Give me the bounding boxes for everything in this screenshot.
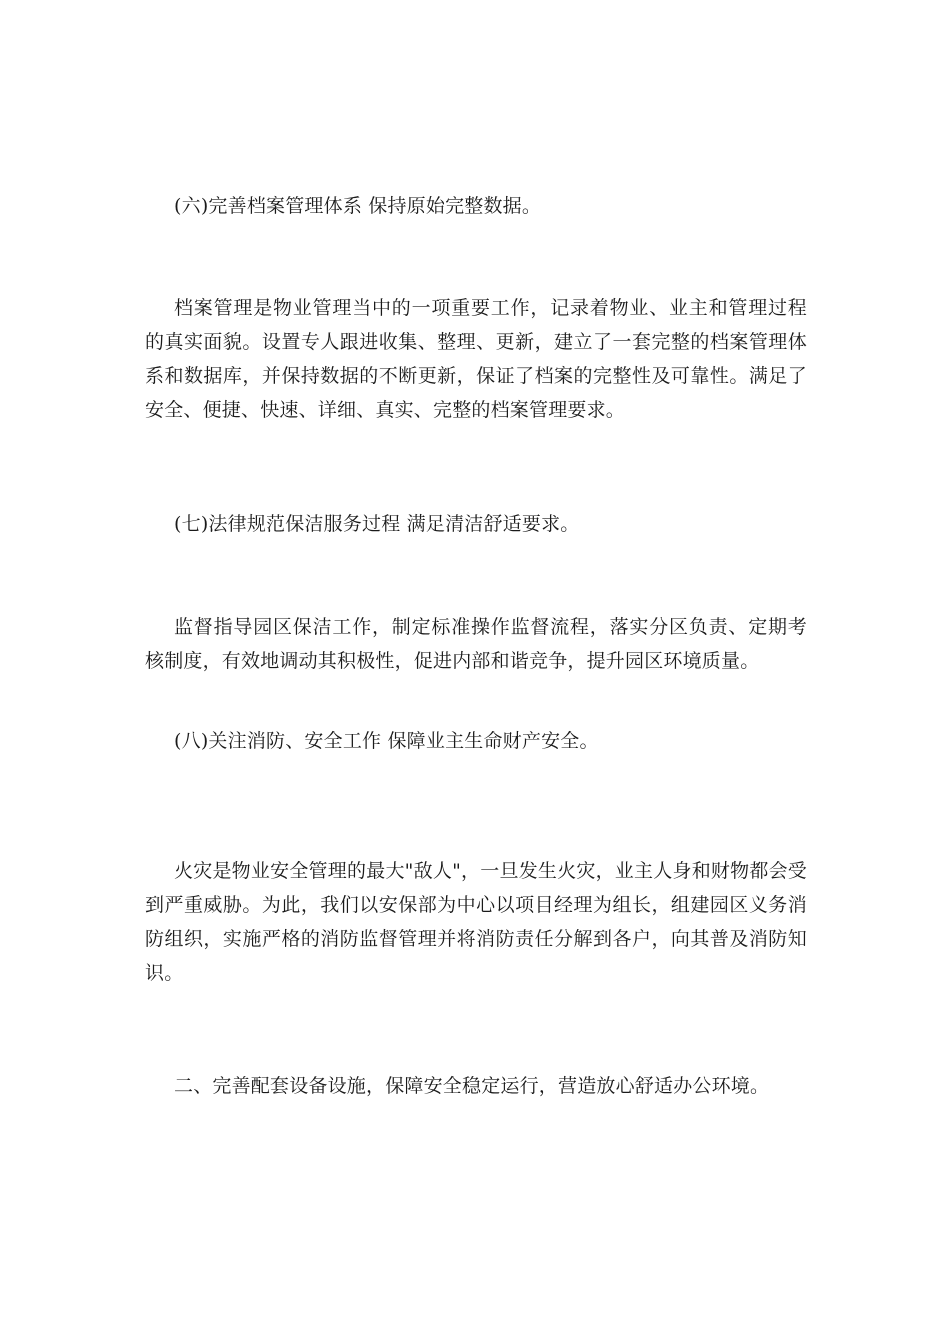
archive-management-paragraph: 档案管理是物业管理当中的一项重要工作，记录着物业、业主和管理过程的真实面貌。设置专人跟进收集、整理、更新，建立了一套完整的档案管理体系和数据库，并保持数据的不断更新，保证了档案的完整性及可靠性。满足了安全、便捷、快速、详细、真实、完整的档案管理要求。 [145, 297, 807, 421]
section-heading-6: (六)完善档案管理体系 保持原始完整数据。 [174, 195, 542, 217]
fire-safety-paragraph: 火灾是物业安全管理的最大"敌人"，一旦发生火灾，业主人身和财物都会受到严重威胁。为此，我们以安保部为中心以项目经理为组长，组建园区义务消防组织，实施严格的消防监督管理并将消防责任分解到各户，向其普及消防知识。 [145, 860, 807, 984]
section-heading-7: (七)法律规范保洁服务过程 满足清洁舒适要求。 [174, 513, 580, 535]
chapter-heading-2: 二、完善配套设备设施，保障安全稳定运行，营造放心舒适办公环境。 [174, 1075, 770, 1097]
cleaning-supervision-paragraph: 监督指导园区保洁工作，制定标准操作监督流程，落实分区负责、定期考核制度，有效地调动其积极性，促进内部和谐竞争，提升园区环境质量。 [145, 616, 807, 672]
section-heading-8: (八)关注消防、安全工作 保障业主生命财产安全。 [174, 730, 599, 752]
